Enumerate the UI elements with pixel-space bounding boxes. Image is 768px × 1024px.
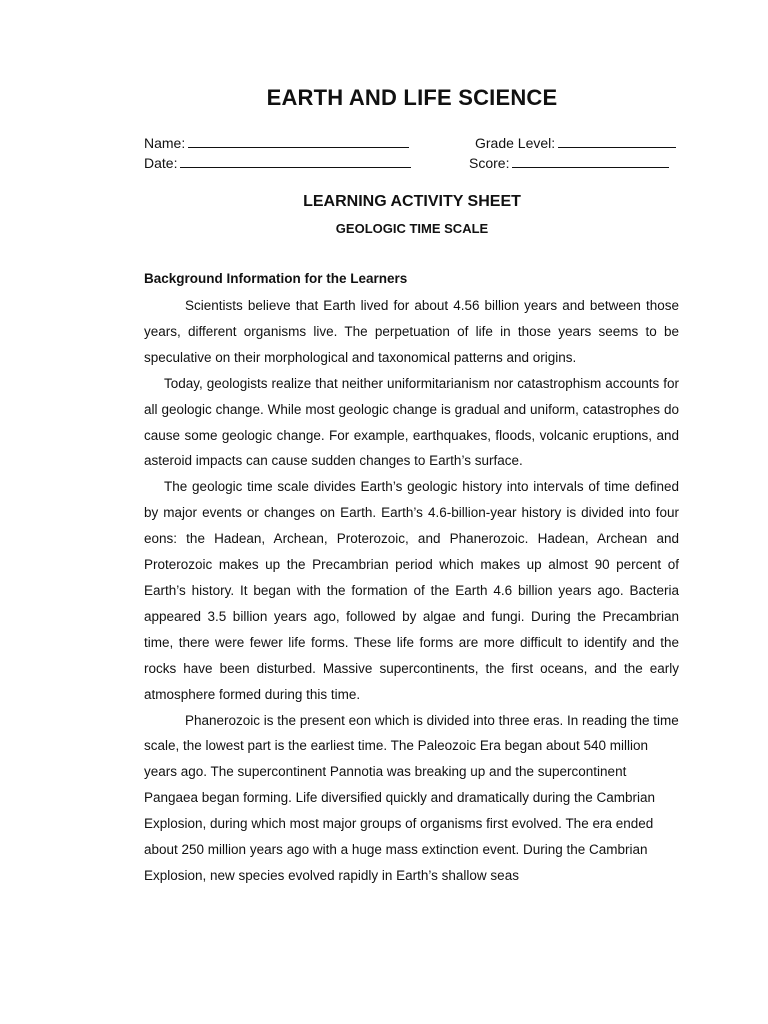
score-blank-line [512,154,669,168]
date-field [144,154,411,171]
paragraph-4: Phanerozoic is the present eon which is divided into three eras. In reading the time scale, the lowest part is the earliest time. The Paleozoic Era began about 540 million years ago. The supercontinent Pannotia was breaking up and the supercontinent Pangaea began forming. Life diversified quickly and dramatically during the Cambrian Explosion, during which most major groups of organisms first evolved. The era ended about 250 million years ago with a huge mass extinction event. During the Cambrian Explosion, new species evolved rapidly in Earth’s shallow seas [144,712,679,883]
activity-sheet-subtitle: GEOLOGIC TIME SCALE [335,221,489,236]
grade-level-field [475,134,676,151]
paragraph-2: Today, geologists realize that neither uniformitarianism nor catastrophism accounts for all geologic change. While most geologic change is gradual and uniform, catastrophes do cause some geologic change. For example, earthquakes, floods, volcanic eruptions, and asteroid impacts can cause sudden changes to Earth’s surface. [144,375,679,469]
score-field [469,154,669,171]
name-field [144,134,409,151]
grade-level-label: Grade Level: [475,135,556,151]
date-label: Date: [144,155,178,171]
grade-level-blank-line [558,134,676,148]
document-title: EARTH AND LIFE SCIENCE [266,85,558,110]
section-heading: Background Information for the Learners [144,271,408,286]
date-blank-line [180,154,411,168]
body-text [144,293,679,889]
name-blank-line [188,134,409,148]
score-label: Score: [469,155,510,171]
paragraph-1: Scientists believe that Earth lived for about 4.56 billion years and between those years, different organisms live. The perpetuation of life in those years seems to be speculative on their morphological and taxonomical patterns and origins. [144,298,679,365]
activity-sheet-title: LEARNING ACTIVITY SHEET [303,193,521,210]
paragraph-3: The geologic time scale divides Earth’s geologic history into intervals of time defined by major events or changes on Earth. Earth’s 4.6-billion-year history is divided into four eons: the Hadean, Archean, Proterozoic, and Phanerozoic. Hadean, Archean and Proterozoic makes up the Precambrian period which makes up almost 90 percent of Earth’s history. It began with the formation of the Earth 4.6 billion years ago. Bacteria appeared 3.5 billion years ago, followed by algae and fungi. During the Precambrian time, there were fewer life forms. These life forms are more difficult to identify and the rocks have been disturbed. Massive supercontinents, the first oceans, and the early atmosphere formed during this time. [144,479,679,702]
name-label: Name: [144,135,186,151]
